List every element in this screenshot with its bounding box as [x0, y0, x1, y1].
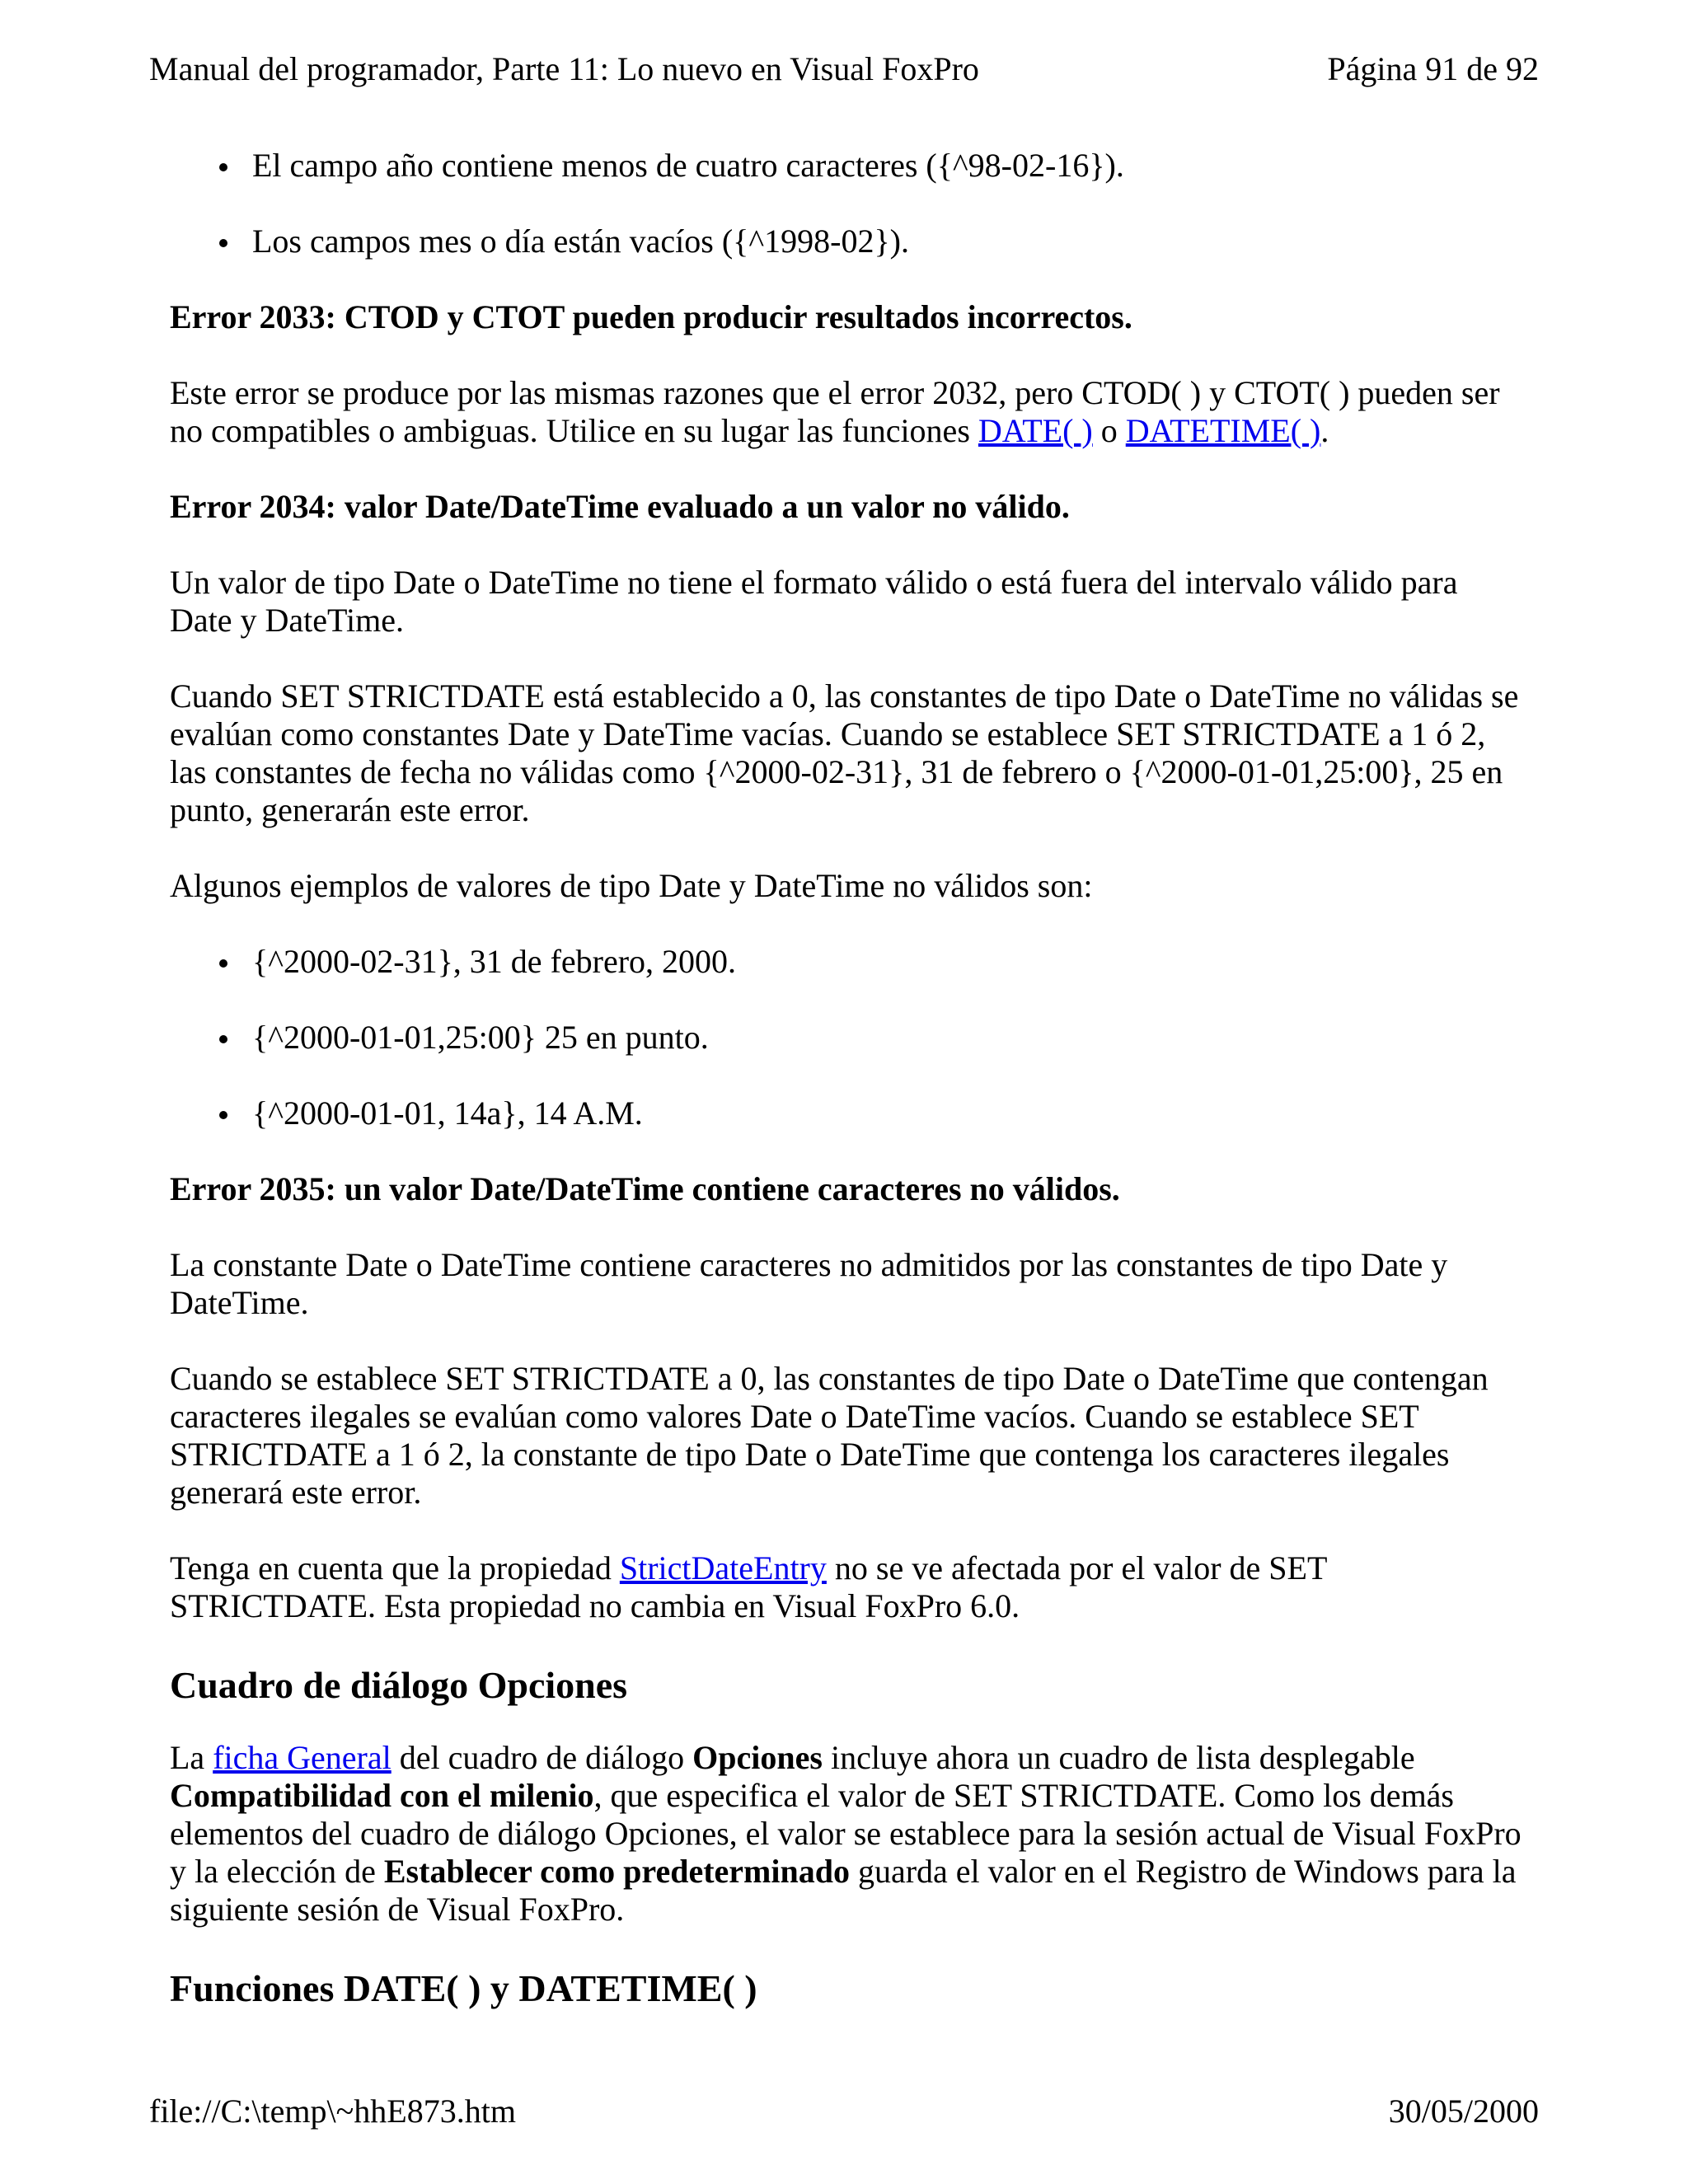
error-2035-paragraph-1: La constante Date o DateTime contiene caracteres no admitidos por las constantes de tipo Date y DateTime.	[170, 1246, 1448, 1321]
date-function-link[interactable]: DATE( )	[978, 412, 1093, 449]
list-item: {^2000-01-01,25:00} 25 en punto.	[252, 1019, 1522, 1057]
footer-date: 30/05/2000	[1388, 2093, 1539, 2130]
list-item: {^2000-02-31}, 31 de febrero, 2000.	[252, 943, 1522, 981]
bullet-icon	[219, 239, 227, 247]
options-dialog-heading: Cuadro de diálogo Opciones	[170, 1664, 628, 1706]
bullet-icon	[219, 163, 227, 171]
page-header	[149, 49, 1539, 89]
header-title: Manual del programador, Parte 11: Lo nuevo en Visual FoxPro	[149, 50, 979, 87]
bullet-icon	[219, 1111, 227, 1119]
error-2035-paragraph-2: Cuando se establece SET STRICTDATE a 0, las constantes de tipo Date o DateTime que contengan caracteres ilegales se evalúan como valores Date o DateTime vacíos. Cuando se establece SET STRICTDATE a 1 ó 2, la constante de tipo Date o DateTime que contenga los caracteres ilegales generará este error.	[170, 1360, 1489, 1511]
list-item: Los campos mes o día están vacíos ({^1998-02}).	[252, 223, 1522, 260]
page-footer	[149, 2092, 1539, 2131]
bullet-icon	[219, 959, 227, 968]
error-2034-title: Error 2034: valor Date/DateTime evaluado a un valor no válido.	[170, 488, 1070, 525]
bullet-icon	[219, 1035, 227, 1043]
invalid-examples-list	[170, 943, 1522, 1132]
error-2033-title: Error 2033: CTOD y CTOT pueden producir resultados incorrectos.	[170, 298, 1132, 335]
functions-heading: Funciones DATE( ) y DATETIME( )	[170, 1967, 757, 2009]
list-item: {^2000-01-01, 14a}, 14 A.M.	[252, 1094, 1522, 1132]
error-2035-title: Error 2035: un valor Date/DateTime contiene caracteres no válidos.	[170, 1170, 1120, 1207]
strictdateentry-link[interactable]: StrictDateEntry	[619, 1549, 827, 1586]
document-body	[170, 147, 1522, 2042]
error-2035-paragraph-3: Tenga en cuenta que la propiedad StrictDateEntry no se ve afectada por el valor de SET STRICTDATE. Esta propiedad no cambia en Visual FoxPro 6.0.	[170, 1549, 1327, 1624]
list-item: El campo año contiene menos de cuatro caracteres ({^98-02-16}).	[252, 147, 1522, 185]
error-2034-paragraph-3: Algunos ejemplos de valores de tipo Date y DateTime no válidos son:	[170, 867, 1093, 904]
general-tab-link[interactable]: ficha General	[213, 1739, 392, 1776]
error-2033-paragraph: Este error se produce por las mismas razones que el error 2032, pero CTOD( ) y CTOT( ) pueden ser no compatibles o ambiguas. Utilice en su lugar las funciones DATE( ) o DATETIME( ).	[170, 374, 1500, 449]
footer-file-path: file://C:\temp\~hhE873.htm	[149, 2093, 516, 2130]
options-dialog-paragraph: La ficha General del cuadro de diálogo Opciones incluye ahora un cuadro de lista desplegable Compatibilidad con el milenio, que especifica el valor de SET STRICTDATE. Como los demás elementos del cuadro de diálogo Opciones, el valor se establece para la sesión actual de Visual FoxPro y la elección de Establecer como predeterminado guarda el valor en el Registro de Windows para la siguiente sesión de Visual FoxPro.	[170, 1739, 1522, 1928]
header-page-number: Página 91 de 92	[1327, 50, 1539, 87]
datetime-function-link[interactable]: DATETIME( )	[1125, 412, 1321, 449]
bullet-list-top	[170, 147, 1522, 260]
error-2034-paragraph-1: Un valor de tipo Date o DateTime no tiene el formato válido o está fuera del intervalo válido para Date y DateTime.	[170, 564, 1458, 639]
error-2034-paragraph-2: Cuando SET STRICTDATE está establecido a 0, las constantes de tipo Date o DateTime no válidas se evalúan como constantes Date y DateTime vacías. Cuando se establece SET STRICTDATE a 1 ó 2, las constantes de fecha no válidas como {^2000-02-31}, 31 de febrero o {^2000-01-01,25:00}, 25 en punto, generarán este error.	[170, 677, 1519, 828]
